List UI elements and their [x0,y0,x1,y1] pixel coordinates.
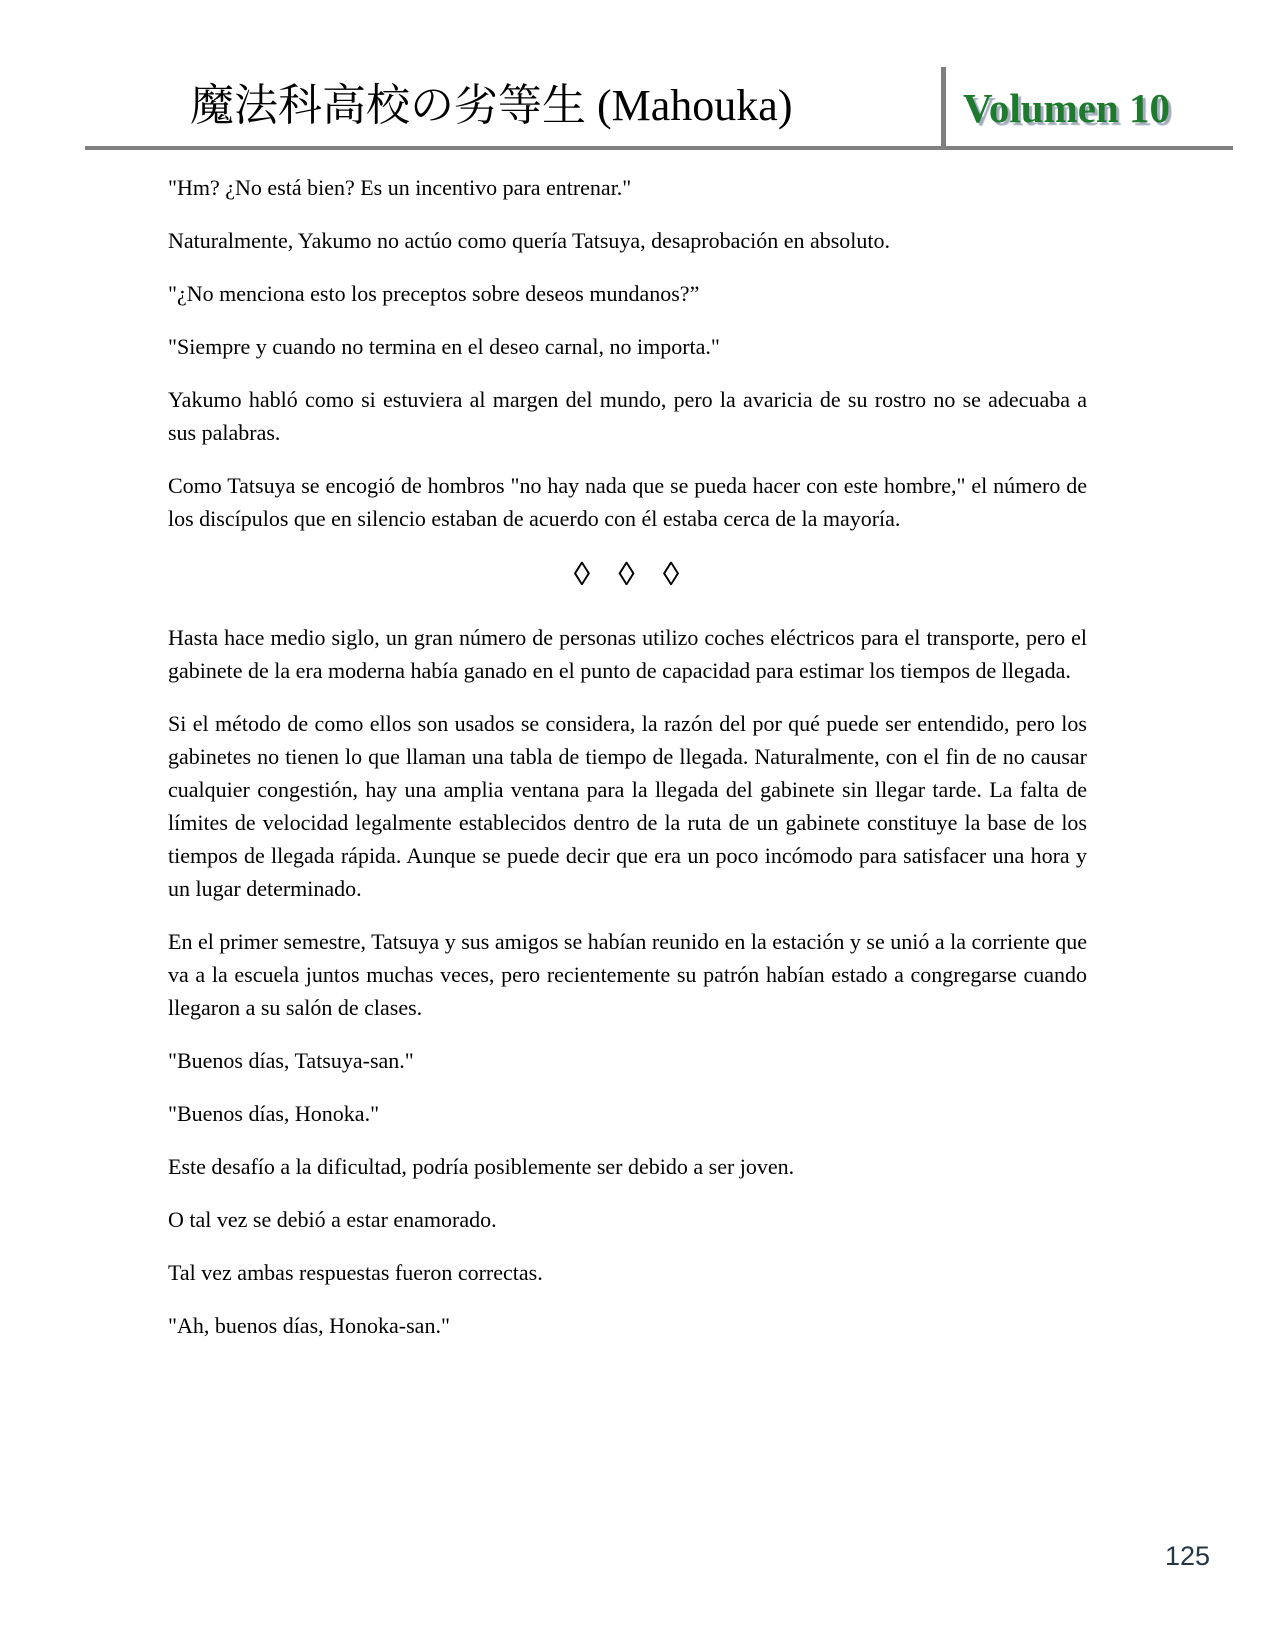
paragraph: "Ah, buenos días, Honoka-san." [168,1313,450,1338]
paragraph: Como Tatsuya se encogió de hombros "no hay nada que se pueda hacer con este hombre," el número de los discípulos que en silencio estaban de acuerdo con él estaba cerca de la mayoría. [168,473,1087,531]
paragraph: Yakumo habló como si estuviera al margen del mundo, pero la avaricia de su rostro no se adecuaba a sus palabras. [168,387,1087,445]
paragraph: Tal vez ambas respuestas fueron correctas. [168,1260,543,1285]
paragraph: Hasta hace medio siglo, un gran número de personas utilizo coches eléctricos para el transporte, pero el gabinete de la era moderna había ganado en el punto de capacidad para estimar los tiempos de llegada. [168,625,1087,683]
paragraph: "Buenos días, Honoka." [168,1101,380,1126]
section-separator: ◊ ◊ ◊ [573,557,682,593]
paragraph: Si el método de como ellos son usados se considera, la razón del por qué puede ser entendido, pero los gabinetes no tienen lo que llaman una tabla de tiempo de llegada. Naturalmente, con el fin de no causar cualquier congestión, hay una amplia ventana para la llegada del gabinete sin llegar tarde. La falta de límites de velocidad legalmente establecidos dentro de la ruta de un gabinete constituye la base de los tiempos de llegada rápida. Aunque se puede decir que era un poco incómodo para satisfacer una hora y un lugar determinado. [168,711,1087,901]
page-title: 魔法科高校の劣等生 (Mahouka) [190,81,793,130]
body-text [168,171,1087,1362]
page-number: 125 [1164,1541,1210,1571]
paragraph: Naturalmente, Yakumo no actúo como quería Tatsuya, desaprobación en absoluto. [168,228,891,253]
paragraph: "Hm? ¿No está bien? Es un incentivo para entrenar." [168,175,632,200]
volume-label: Volumen 10 [963,85,1170,131]
paragraph: "¿No menciona esto los preceptos sobre deseos mundanos?” [168,281,700,306]
paragraph: En el primer semestre, Tatsuya y sus amigos se habían reunido en la estación y se unió a la corriente que va a la escuela juntos muchas veces, pero recientemente su patrón habían estado a congregarse cuando llegaron a su salón de clases. [168,929,1087,1020]
paragraph: "Siempre y cuando no termina en el deseo carnal, no importa." [168,334,720,359]
header-vertical-divider [941,67,946,147]
header-rule [85,146,1233,150]
paragraph: "Buenos días, Tatsuya-san." [168,1048,414,1073]
paragraph: O tal vez se debió a estar enamorado. [168,1207,497,1232]
paragraph: Este desafío a la dificultad, podría posiblemente ser debido a ser joven. [168,1154,795,1179]
